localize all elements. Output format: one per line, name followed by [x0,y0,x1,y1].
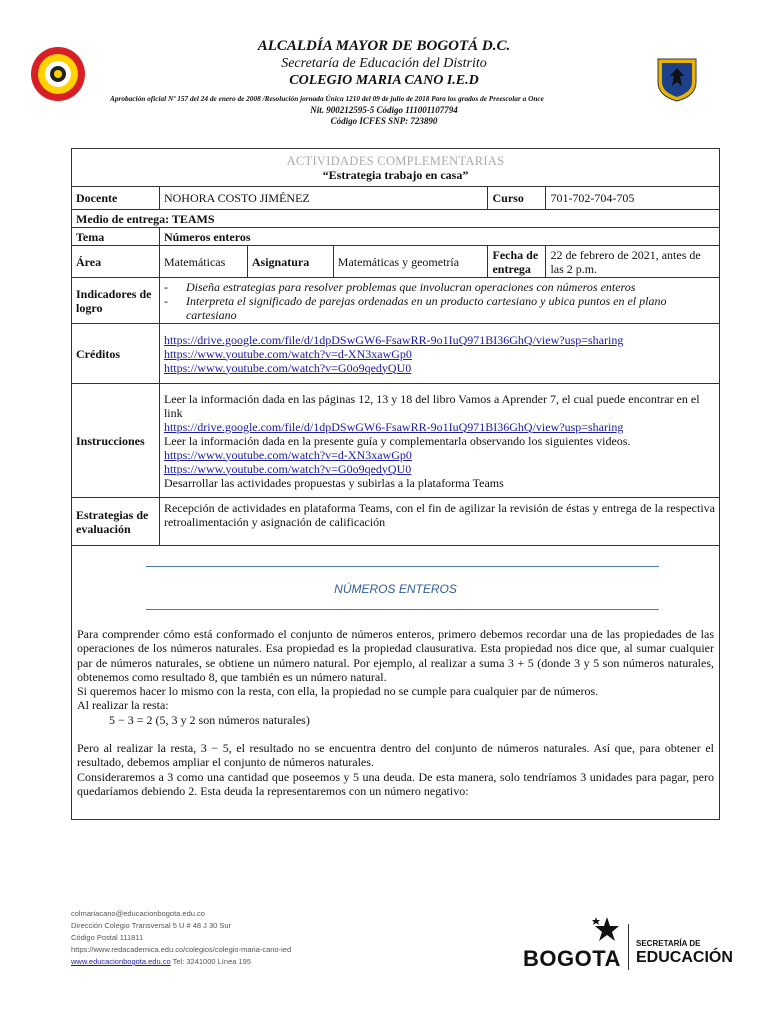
bullet-dash: - [163,293,168,308]
footer-email: colmariacano@educacionbogota.edu.co [71,909,205,918]
paragraph: Si queremos hacer lo mismo con la resta, con ella, la propiedad no se cumple para cualquier par de números. [77,684,599,699]
fecha-value: 22 de febrero de 2021, antes de las 2 p.m. [546,246,720,278]
paragraph: Al realizar la resta: [77,698,169,713]
creditos-label: Créditos [72,324,160,384]
activity-table [71,148,720,546]
bullet-dash: - [163,279,168,294]
activity-title: ACTIVIDADES COMPLEMENTARIAS [286,153,505,168]
estrategias-value: Recepción de actividades en plataforma Teams, con el fin de agilizar la revisión de éstas y entrega de la respectiva retroalimentación y asignación de calificación [159,498,719,546]
bogota-wordmark: BOGOTA [523,946,621,971]
creditos-cell [159,324,719,384]
docente-row [72,187,720,210]
footer-address: Dirección Colegio Transversal 5 U # 48 J 30 Sur [71,921,232,930]
docente-value: NOHORA COSTO JIMÉNEZ [159,187,488,210]
page-footer [71,908,291,968]
header-line-5: Nit. 900212595-5 Código 111001107794 [310,105,458,115]
instrucciones-row [72,384,720,498]
asignatura-value: Matemáticas y geometría [333,246,488,278]
instruccion-link-drive[interactable]: https://drive.google.com/file/d/1dpDSwGW6-FsawRR-9o1IuQ971BI36GhQ/view?usp=sharing [163,419,624,434]
estrategias-label: Estrategias de evaluación [72,498,160,546]
content-section [71,549,720,820]
section-title: NÚMEROS ENTEROS [334,582,457,596]
footer-phone: Tel: 3241000 Línea 195 [170,957,252,966]
paragraph: Consideraremos a 3 como una cantidad que poseemos y 5 una deuda. De esta manera, solo tendríamos 3 unidades para pagar, pero quedaríamos debiendo 2. Esta deuda la representaremos con un número negativo: [77,769,714,798]
secretaria-label: SECRETARÍA DE [636,939,701,948]
footer-contact [71,956,291,968]
header-line-1: ALCALDÍA MAYOR DE BOGOTÁ D.C. [257,38,511,54]
indicador-item [164,294,715,322]
instruccion-link-youtube-1[interactable]: https://www.youtube.com/watch?v=d-XN3xawGp0 [163,447,412,462]
credito-link-drive[interactable]: https://drive.google.com/file/d/1dpDSwGW6-FsawRR-9o1IuQ971BI36GhQ/view?usp=sharing [163,332,624,347]
indicador-text: Diseña estrategias para resolver problemas que involucran operaciones con números enteros [185,279,636,294]
content-body [77,627,714,798]
star-figure-icon [590,916,624,948]
bogota-brand [520,916,733,976]
footer-web: https://www.redacademica.edu.co/colegios/colegio-maria-cano-ied [71,945,292,954]
educacion-label: EDUCACIÓN [636,949,733,966]
indicadores-row [72,278,720,324]
estrategias-row [72,498,720,546]
header-line-4: Aprobación oficial Nº 157 del 24 de enero de 2008 /Resolución jornada Única 1210 del 09 de julio de 2018 Para los grados de Preescolar a Once [110,94,544,103]
activity-subtitle: “Estrategia trabajo en casa” [322,167,469,182]
asignatura-label: Asignatura [247,246,333,278]
footer-web-link[interactable]: www.educacionbogota.edu.co [71,957,171,966]
medio-entrega: Medio de entrega: TEAMS [72,210,720,228]
area-value: Matemáticas [159,246,247,278]
instruccion-text: Leer la información dada en la presente guía y complementarla observando los siguientes videos. [163,433,631,448]
credito-link-youtube-1[interactable]: https://www.youtube.com/watch?v=d-XN3xawGp0 [163,346,412,361]
header-line-3: COLEGIO MARIA CANO I.E.D [289,73,479,88]
tema-row [72,228,720,246]
creditos-row [72,324,720,384]
tema-value: Números enteros [159,228,719,246]
equation: 5 − 3 = 2 (5, 3 y 2 son números naturales) [109,712,310,727]
fecha-label: Fecha de entrega [488,246,546,278]
footer-postal: Código Postal 111811 [71,933,144,942]
credito-link-youtube-2[interactable]: https://www.youtube.com/watch?v=G0o9qedyQU0 [163,360,412,375]
instruccion-text: Desarrollar las actividades propuestas y subirlas a la plataforma Teams [163,475,504,490]
brand-separator [628,924,629,970]
document-header [0,36,768,131]
tema-label: Tema [72,228,160,246]
bogota-coat-of-arms-icon [654,56,700,102]
medio-row [72,210,720,228]
divider-bottom [146,609,659,610]
indicador-item [164,280,715,294]
instrucciones-cell [159,384,719,498]
title-cell [72,149,720,187]
area-label: Área [72,246,160,278]
header-line-2: Secretaría de Educación del Distrito [281,56,487,71]
curso-value: 701-702-704-705 [546,187,720,210]
header-line-6: Código ICFES SNP: 723890 [330,116,438,126]
instrucciones-label: Instrucciones [72,384,160,498]
paragraph: Pero al realizar la resta, 3 − 5, el resultado no se encuentra dentro del conjunto de números naturales. Así que, para obtener el resultado, debemos ampliar el conjunto de números naturales. [77,741,714,770]
instruccion-text: Leer la información dada en las páginas 12, 13 y 18 del libro Vamos a Aprender 7, el cual puede encontrar en el link [163,391,700,420]
divider-top [146,566,659,567]
docente-label: Docente [72,187,160,210]
indicadores-label: Indicadores de logro [72,278,160,324]
area-row [72,246,720,278]
indicador-text: Interpreta el significado de parejas ordenadas en un producto cartesiano y ubica puntos en el plano cartesiano [185,293,667,322]
paragraph: Para comprender cómo está conformado el conjunto de números enteros, primero debemos recordar una de las propiedades de las operaciones de los números naturales. Esa propiedad es la propiedad clausurativa. Esta propiedad nos dice que, al sumar cualquier par de números naturales, se obtiene un número natural. Por ejemplo, al realizar a suma 3 + 5 (donde 3 y 5 son números naturales, obtenemos como resultado 8, que también es un número natural. [77,627,714,684]
curso-label: Curso [488,187,546,210]
instruccion-link-youtube-2[interactable]: https://www.youtube.com/watch?v=G0o9qedyQU0 [163,461,412,476]
indicadores-cell [159,278,719,324]
title-row [72,149,720,187]
